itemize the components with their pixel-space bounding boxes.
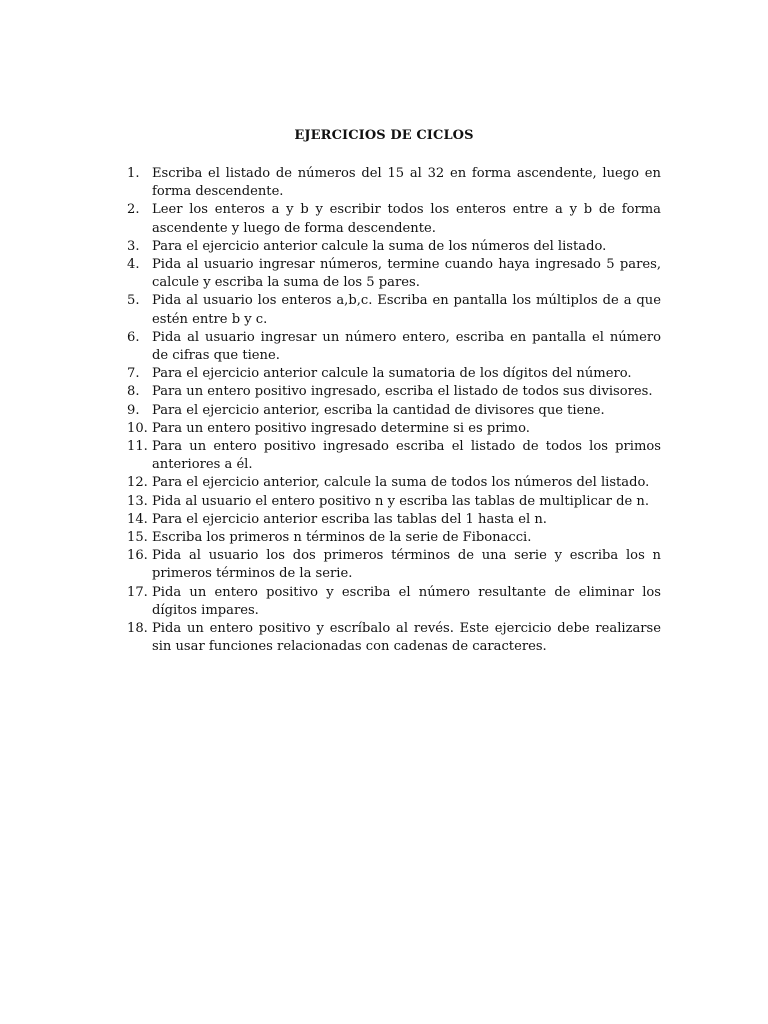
exercise-number: 8. (127, 384, 140, 400)
exercise-item-15 (127, 529, 661, 547)
exercise-item-11 (127, 438, 661, 474)
exercise-number: 4. (127, 257, 140, 273)
exercise-item-7 (127, 365, 661, 383)
exercise-item-12 (127, 474, 661, 492)
exercise-text: Pida un entero positivo y escriba el número resultante de eliminar los dígitos impares. (152, 584, 661, 618)
exercise-number: 3. (127, 238, 140, 254)
exercise-text: Pida un entero positivo y escríbalo al revés. Este ejercicio debe realizarse sin usar funciones relacionadas con cadenas de caracteres. (152, 621, 661, 655)
exercise-number: 17. (127, 584, 148, 600)
exercise-number: 7. (127, 366, 140, 382)
exercise-number: 9. (127, 402, 140, 418)
exercise-item-13 (127, 493, 661, 511)
exercise-text: Pida al usuario ingresar números, termine cuando haya ingresado 5 pares, calcule y escriba la suma de los 5 pares. (152, 257, 661, 291)
exercise-item-10 (127, 420, 661, 438)
exercise-text: Leer los enteros a y b y escribir todos los enteros entre a y b de forma ascendente y luego de forma descendente. (152, 202, 661, 236)
exercise-item-18 (127, 620, 661, 656)
exercise-number: 10. (127, 420, 148, 436)
exercise-list (127, 165, 661, 656)
exercise-number: 14. (127, 511, 148, 527)
exercise-number: 5. (127, 293, 140, 309)
exercise-text: Escriba los primeros n términos de la serie de Fibonacci. (152, 530, 532, 546)
exercise-item-1 (127, 165, 661, 201)
exercise-item-17 (127, 584, 661, 620)
exercise-item-16 (127, 547, 661, 583)
exercise-text: Pida al usuario los dos primeros términos de una serie y escriba los n primeros términos de la serie. (152, 548, 661, 582)
exercise-item-6 (127, 329, 661, 365)
exercise-number: 15. (127, 530, 148, 546)
exercise-number: 18. (127, 621, 148, 637)
exercise-item-3 (127, 238, 661, 256)
exercise-item-9 (127, 402, 661, 420)
exercise-number: 13. (127, 493, 148, 509)
exercise-number: 16. (127, 548, 148, 564)
exercise-text: Para un entero positivo ingresado, escriba el listado de todos sus divisores. (152, 384, 653, 400)
exercise-text: Para el ejercicio anterior calcule la suma de los números del listado. (152, 238, 607, 254)
exercise-text: Pida al usuario los enteros a,b,c. Escriba en pantalla los múltiplos de a que estén entre b y c. (152, 293, 661, 327)
exercise-text: Para el ejercicio anterior escriba las tablas del 1 hasta el n. (152, 511, 547, 527)
exercise-number: 1. (127, 166, 140, 181)
exercise-text: Para el ejercicio anterior, escriba la cantidad de divisores que tiene. (152, 402, 605, 418)
exercise-item-4 (127, 256, 661, 292)
exercise-text: Para un entero positivo ingresado escriba el listado de todos los primos anteriores a él. (152, 439, 661, 473)
exercise-number: 2. (127, 202, 140, 218)
exercise-item-2 (127, 201, 661, 237)
exercise-text: Para el ejercicio anterior calcule la sumatoria de los dígitos del número. (152, 366, 632, 382)
exercise-item-5 (127, 292, 661, 328)
exercise-text: Para el ejercicio anterior, calcule la suma de todos los números del listado. (152, 475, 650, 491)
exercise-text: Escriba el listado de números del 15 al 32 en forma ascendente, luego en forma descendente. (152, 166, 661, 200)
exercise-text: Para un entero positivo ingresado determine si es primo. (152, 420, 530, 436)
exercise-item-14 (127, 511, 661, 529)
exercise-text: Pida al usuario ingresar un número entero, escriba en pantalla el número de cifras que tiene. (152, 329, 661, 364)
exercise-number: 12. (127, 475, 148, 491)
document-title: EJERCICIOS DE CICLOS (294, 128, 474, 143)
exercise-number: 6. (127, 329, 140, 345)
exercise-item-8 (127, 383, 661, 401)
exercise-text: Pida al usuario el entero positivo n y escriba las tablas de multiplicar de n. (152, 493, 649, 509)
exercise-number: 11. (127, 439, 148, 455)
